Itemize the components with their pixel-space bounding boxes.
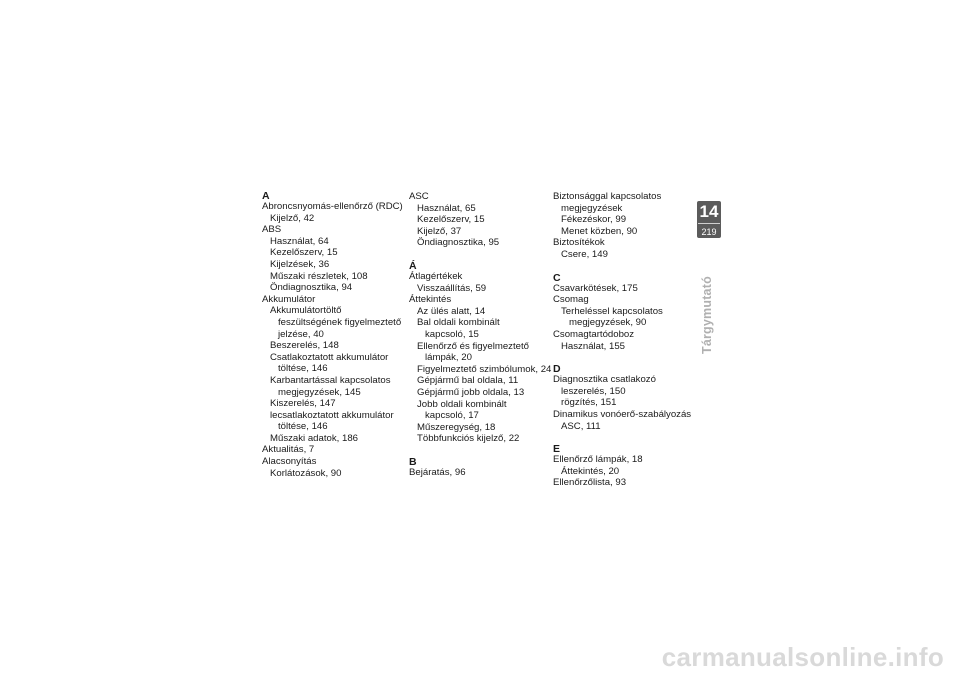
index-subentry: Használat, 64 (270, 235, 329, 247)
index-column-2 (409, 191, 559, 478)
index-letter-heading: E (553, 443, 561, 456)
index-entry-continuation: megjegyzések (561, 202, 623, 214)
chapter-number: 14 (699, 202, 719, 221)
index-subentry: ASC, 111 (561, 420, 601, 432)
index-subentry: leszerelés, 150 (561, 385, 626, 397)
index-subentry: Kiszerelés, 147 (270, 398, 336, 410)
index-subentry: rögzítés, 151 (561, 397, 617, 409)
index-column-3 (553, 191, 703, 489)
index-entry: Diagnosztika csatlakozó (553, 374, 656, 386)
index-entry: Aktualitás, 7 (262, 444, 315, 456)
index-subentry: Kezelőszerv, 15 (417, 214, 485, 226)
index-subentry: Használat, 65 (417, 202, 476, 214)
index-entry: Ellenőrzőlista, 93 (553, 477, 627, 489)
index-entry: Átlagértékek (409, 270, 463, 282)
index-subentry: Korlátozások, 90 (270, 467, 342, 479)
chapter-divider (698, 223, 720, 224)
index-subentry: Karbantartással kapcsolatos (270, 374, 391, 386)
index-entry: Alacsonyítás (262, 456, 317, 468)
index-letter-heading: D (553, 363, 561, 376)
index-subentry: Kijelzések, 36 (270, 258, 330, 270)
index-subentry: Használat, 155 (561, 340, 625, 352)
index-letter-heading: A (262, 190, 270, 202)
index-subentry: Kijelző, 42 (270, 212, 315, 224)
index-entry: Csavarkötések, 175 (553, 282, 638, 294)
index-subentry: Terheléssel kapcsolatos (561, 305, 663, 317)
index-subentry: Öndiagnosztika, 95 (417, 237, 500, 249)
index-subentry: Ellenőrző és figyelmeztető (417, 340, 529, 352)
index-entry-continuation: feszültségének figyelmeztető (278, 316, 402, 328)
index-subentry: lecsatlakoztatott akkumulátor (270, 409, 394, 421)
chapter-tab (697, 201, 721, 238)
index-entry: ASC (409, 191, 429, 202)
section-title-vertical: Tárgymutató (700, 276, 714, 354)
index-entry: Biztonsággal kapcsolatos (553, 191, 662, 202)
page-number: 219 (701, 227, 717, 237)
index-entry: Ellenőrző lámpák, 18 (553, 454, 643, 466)
index-subentry: Műszeregység, 18 (417, 421, 496, 433)
index-subentry: Kijelző, 37 (417, 225, 462, 237)
index-entry-continuation: jelzése, 40 (278, 328, 324, 340)
index-subentry: Gépjármű bal oldala, 11 (417, 375, 519, 387)
index-entry: Dinamikus vonóerő-szabályozás (553, 408, 692, 420)
index-subentry: Többfunkciós kijelző, 22 (417, 433, 520, 445)
index-entry: Abroncsnyomás-ellenőrző (RDC) (262, 201, 403, 212)
index-entry: Biztosítékok (553, 237, 605, 249)
index-subentry: Beszerelés, 148 (270, 340, 339, 352)
index-letter-heading: B (409, 455, 417, 468)
index-entry: Áttekintés (409, 294, 452, 306)
index-subentry: Áttekintés, 20 (561, 465, 620, 477)
index-subentry: Az ülés alatt, 14 (417, 305, 486, 317)
index-subentry: Csere, 149 (561, 248, 608, 260)
index-subentry: Figyelmeztető szimbólumok, 24 (417, 363, 552, 375)
index-entry-continuation: töltése, 146 (278, 421, 328, 433)
index-entry-continuation: kapcsoló, 17 (425, 410, 479, 422)
index-subentry: Műszaki részletek, 108 (270, 270, 368, 282)
index-subentry: Visszaállítás, 59 (417, 282, 487, 294)
index-entry: Csomagtartódoboz (553, 328, 635, 340)
index-column-1 (262, 191, 412, 479)
watermark-text: carmanualsonline.info (661, 642, 944, 672)
index-subentry: Műszaki adatok, 186 (270, 432, 358, 444)
index-entry: Csomag (553, 294, 589, 306)
index-subentry: Gépjármű jobb oldala, 13 (417, 386, 525, 398)
index-entry-continuation: megjegyzések, 90 (569, 317, 647, 329)
index-subentry: Kezelőszerv, 15 (270, 247, 338, 259)
index-letter-heading: Á (409, 259, 417, 272)
index-entry-continuation: kapcsoló, 15 (425, 328, 479, 340)
index-entry: Bejáratás, 96 (409, 466, 466, 478)
index-subentry: Menet közben, 90 (561, 225, 638, 237)
index-subentry: Fékezéskor, 99 (561, 214, 627, 226)
index-subentry: Akkumulátortöltő (270, 305, 342, 317)
index-subentry: Jobb oldali kombinált (417, 398, 507, 410)
index-entry-continuation: lámpák, 20 (425, 352, 472, 364)
index-entry: ABS (262, 224, 282, 236)
index-subentry: Bal oldali kombinált (417, 317, 500, 329)
index-subentry: Öndiagnosztika, 94 (270, 282, 353, 294)
index-letter-heading: C (553, 271, 561, 284)
index-entry: Akkumulátor (262, 293, 316, 305)
index-entry-continuation: megjegyzések, 145 (278, 386, 361, 398)
index-subentry: Csatlakoztatott akkumulátor (270, 351, 389, 363)
index-entry-continuation: töltése, 146 (278, 363, 328, 375)
